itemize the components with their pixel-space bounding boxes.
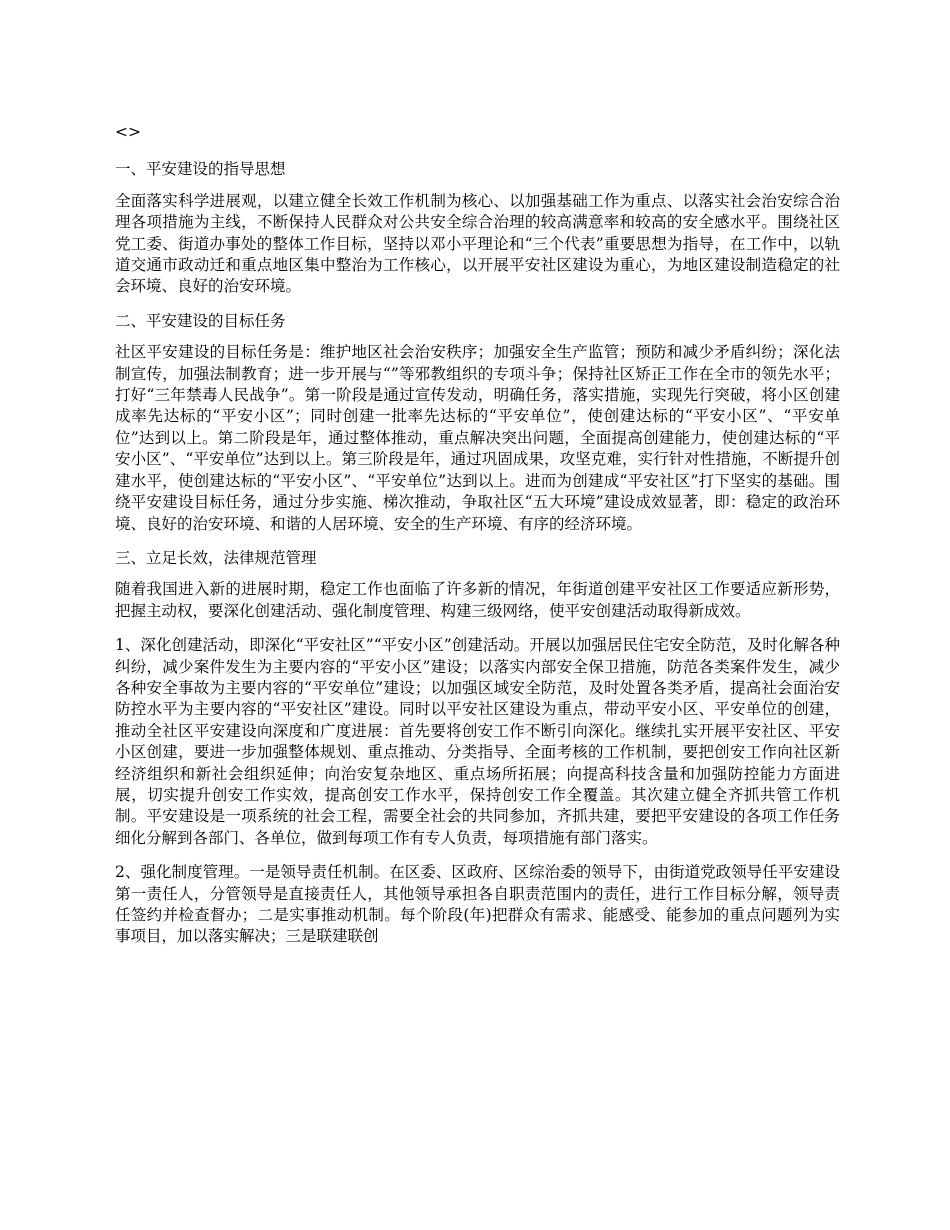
section-heading-guiding-ideology: 一、平安建设的指导思想: [115, 160, 286, 179]
document-page: [115, 122, 840, 961]
section-paragraph: 1、深化创建活动，即深化“平安社区”“平安小区”创建活动。开展以加强居民住宅安全防范，及时化解各种纠纷，减少案件发生为主要内容的“平安小区”建设；以落实内部安全保卫措施，防范各类案件发生，减少各种安全事故为主要内容的“平安单位”建设；以加强区域安全防范，及时处置各类矛盾，提高社会面治安防控水平为主要内容的“平安社区”建设。同时以平安社区建设为重点，带动平安小区、平安单位的创建，推动全社区平安建设向深度和广度进展：首先要将创安工作不断引向深化。继续扎实开展平安社区、平安小区创建，要进一步加强整体规划、重点推动、分类指导、全面考核的工作机制，要把创安工作向社区新经济组织和新社会组织延伸；向治安复杂地区、重点场所拓展；向提高科技含量和加强防控能力方面进展，切实提升创安工作实效，提高创安工作水平，保持创安工作全覆盖。其次建立健全齐抓共管工作机制。平安建设是一项系统的社会工程，需要全社会的共同参加，齐抓共建，要把平安建设的各项工作任务细化分解到各部门、各单位，做到每项工作有专人负责，每项措施有部门落实。: [115, 636, 840, 847]
document-marker: <>: [115, 123, 141, 141]
section-paragraph: 2、强化制度管理。一是领导责任机制。在区委、区政府、区综治委的领导下，由街道党政领导任平安建设第一责任人，分管领导是直接责任人，其他领导承担各自职责范围内的责任，进行工作目标分解，领导责任签约并检查督办；二是实事推动机制。每个阶段(年)把群众有需求、能感受、能参加的重点问题列为实事项目，加以落实解决；三是联建联创: [115, 863, 840, 946]
section-paragraph: 全面落实科学进展观，以建立健全长效工作机制为核心、以加强基础工作为重点、以落实社会治安综合治理各项措施为主线，不断保持人民群众对公共安全综合治理的较高满意率和较高的安全感水平。围绕社区党工委、街道办事处的整体工作目标，坚持以邓小平理论和“三个代表”重要思想为指导，在工作中，以轨道交通市政动迁和重点地区集中整治为工作核心，以开展平安社区建设为重心，为地区建设制造稳定的社会环境、良好的治安环境。: [115, 191, 840, 296]
section-paragraph: 随着我国进入新的进展时期，稳定工作也面临了许多新的情况，年街道创建平安社区工作要适应新形势，把握主动权，要深化创建活动、强化制度管理、构建三级网络，使平安创建活动取得新成效。: [115, 580, 840, 620]
section-heading-goals-tasks: 二、平安建设的目标任务: [115, 311, 286, 330]
section-paragraph: 社区平安建设的目标任务是：维护地区社会治安秩序；加强安全生产监管；预防和减少矛盾纠纷；深化法制宣传，加强法制教育；进一步开展与“”等邪教组织的专项斗争；保持社区矫正工作在全市的领先水平；打好“三年禁毒人民战争”。第一阶段是通过宣传发动，明确任务，落实措施，实现先行突破，将小区创建成率先达标的“平安小区”；同时创建一批率先达标的“平安单位”，使创建达标的“平安小区”、“平安单位”达到以上。第二阶段是年，通过整体推动，重点解决突出问题，全面提高创建能力，使创建达标的“平安小区”、“平安单位”达到以上。第三阶段是年，通过巩固成果，攻坚克难，实行针对性措施，不断提升创建水平，使创建达标的“平安小区”、“平安单位”达到以上。进而为创建成“平安社区”打下坚实的基础。围绕平安建设目标任务，通过分步实施、梯次推动，争取社区“五大环境”建设成效显著，即：稳定的政治环境、良好的治安环境、和谐的人居环境、安全的生产环境、有序的经济环境。: [115, 343, 840, 533]
section-heading-long-term-management: 三、立足长效，法律规范管理: [115, 548, 317, 567]
